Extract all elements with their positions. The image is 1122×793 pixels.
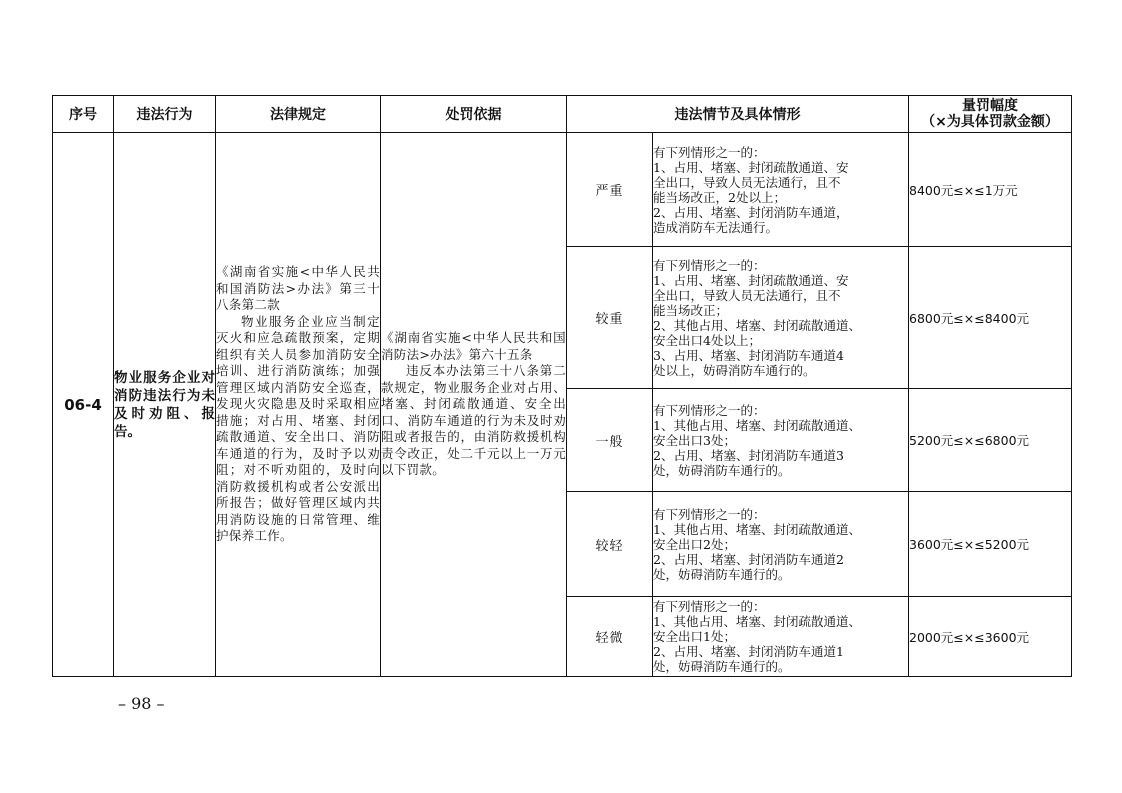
amount-cell: 8400元≤×≤1万元 [909, 133, 1072, 247]
detail-cell [653, 492, 909, 597]
basis-text: 违反本办法第三十八条第二款规定，物业服务企业对占用、堵塞、封闭疏散通道、安全出口、消防车通道的行为未及时劝阻或者报告的，由消防救援机构责令改正，处二千元以上一万元以下罚款。 [381, 363, 566, 478]
detail-line: 处，妨碍消防车通行的。 [653, 566, 791, 582]
header-behavior: 违法行为 [114, 96, 216, 133]
header-serial: 序号 [53, 96, 114, 133]
detail-line: 2、占用、堵塞、封闭消防车通道2 [653, 551, 844, 567]
detail-line: 2、占用、堵塞、封闭消防车通道1 [653, 644, 844, 659]
detail-line: 造成消防车无法通行。 [653, 219, 779, 235]
detail-line: 安全出口1处； [653, 629, 736, 644]
level-cell: 较重 [567, 247, 653, 389]
detail-line: 2、占用、堵塞、封闭消防车通道3 [653, 447, 844, 463]
detail-line: 能当场改正，2处以上； [653, 189, 786, 205]
detail-line: 有下列情形之一的： [653, 402, 766, 418]
detail-line: 处，妨碍消防车通行的。 [653, 462, 791, 478]
penalty-table [52, 95, 1072, 677]
detail-line: 有下列情形之一的： [653, 506, 766, 522]
header-amount-line2: （×为具体罚款金额） [921, 114, 1059, 130]
amount-cell: 6800元≤×≤8400元 [909, 247, 1072, 389]
detail-line: 有下列情形之一的： [653, 144, 766, 160]
detail-line: 安全出口4处以上； [653, 332, 761, 348]
rule-cell [216, 133, 381, 677]
table-row [53, 133, 1072, 247]
detail-line: 2、占用、堵塞、封闭消防车通道， [653, 204, 849, 220]
serial-cell: 06-4 [53, 133, 114, 677]
header-rule: 法律规定 [216, 96, 381, 133]
detail-line: 1、其他占用、堵塞、封闭疏散通道、 [653, 417, 861, 433]
amount-cell: 5200元≤×≤6800元 [909, 389, 1072, 492]
rule-text: 物业服务企业应当制定灭火和应急疏散预案，定期组织有关人员参加消防安全培训、进行消防演练；加强管理区域内消防安全巡查，发现火灾隐患及时采取相应措施；对占用、堵塞、封闭疏散通道、安全出口、消防车通道的行为，及时予以劝阻；对不听劝阻的，及时向消防救援机构或者公安派出所报告；做好管理区域内共用消防设施的日常管理、维护保养工作。 [216, 313, 380, 544]
detail-line: 1、占用、堵塞、封闭疏散通道、安 [653, 272, 849, 288]
detail-line: 有下列情形之一的： [653, 257, 766, 273]
header-circumstances: 违法情节及具体情形 [567, 96, 909, 133]
detail-line: 1、占用、堵塞、封闭疏散通道、安 [653, 159, 849, 175]
header-amount-line1: 量罚幅度 [962, 98, 1018, 114]
detail-line: 全出口，导致人员无法通行，且不 [653, 174, 841, 190]
detail-line: 1、其他占用、堵塞、封闭疏散通道、 [653, 521, 861, 537]
header-basis: 处罚依据 [381, 96, 567, 133]
level-cell: 一般 [567, 389, 653, 492]
detail-line: 2、其他占用、堵塞、封闭疏散通道、 [653, 317, 861, 333]
detail-line: 安全出口2处； [653, 536, 736, 552]
amount-cell: 2000元≤×≤3600元 [909, 597, 1072, 677]
amount-cell: 3600元≤×≤5200元 [909, 492, 1072, 597]
detail-cell [653, 389, 909, 492]
level-cell: 较轻 [567, 492, 653, 597]
detail-cell [653, 133, 909, 247]
detail-line: 1、其他占用、堵塞、封闭疏散通道、 [653, 614, 861, 629]
level-cell: 轻微 [567, 597, 653, 677]
detail-line: 处，妨碍消防车通行的。 [653, 659, 791, 674]
page-number: – 98 – [118, 694, 165, 713]
basis-cell [381, 133, 567, 677]
header-amount [909, 96, 1072, 133]
detail-line: 安全出口3处； [653, 432, 736, 448]
detail-line: 有下列情形之一的： [653, 599, 766, 614]
detail-cell [653, 597, 909, 677]
header-row [53, 96, 1072, 133]
rule-citation: 《湖南省实施<中华人民共和国消防法>办法》第三十八条第二款 [216, 264, 380, 313]
detail-cell [653, 247, 909, 389]
detail-line: 能当场改正； [653, 302, 729, 318]
behavior-cell: 物业服务企业对消防违法行为未及时劝阻、报告。 [114, 133, 216, 677]
level-cell: 严重 [567, 133, 653, 247]
detail-line: 处以上，妨碍消防车通行的。 [653, 362, 816, 378]
basis-citation: 《湖南省实施<中华人民共和国消防法>办法》第六十五条 [381, 330, 566, 362]
detail-line: 全出口，导致人员无法通行，且不 [653, 287, 841, 303]
detail-line: 3、占用、堵塞、封闭消防车通道4 [653, 347, 844, 363]
